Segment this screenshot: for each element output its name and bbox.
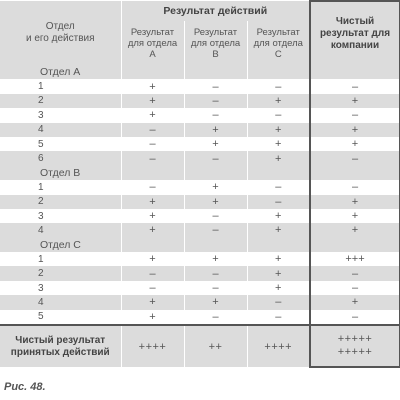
section-row — [0, 166, 400, 180]
net-actions-dept-a: ++++ — [121, 325, 184, 367]
result-dept-b: + — [184, 252, 247, 266]
table-row — [0, 252, 400, 266]
action-number: 2 — [0, 195, 121, 209]
result-dept-c: – — [247, 79, 310, 93]
table-row — [0, 151, 400, 165]
action-number: 3 — [0, 108, 121, 122]
action-number: 1 — [0, 252, 121, 266]
result-dept-c: – — [247, 195, 310, 209]
result-dept-c: – — [247, 108, 310, 122]
table-row — [0, 295, 400, 309]
section-empty-cell — [184, 238, 247, 252]
net-company-result: – — [310, 108, 400, 122]
result-dept-c: + — [247, 266, 310, 280]
table-row — [0, 223, 400, 237]
action-number: 2 — [0, 94, 121, 108]
result-dept-b: + — [184, 295, 247, 309]
table-row — [0, 310, 400, 325]
figure-caption: Рис. 48. — [4, 381, 46, 393]
net-company-result: – — [310, 180, 400, 194]
action-number: 4 — [0, 295, 121, 309]
net-company-result: – — [310, 151, 400, 165]
result-dept-a: – — [121, 151, 184, 165]
net-actions-row — [0, 325, 400, 367]
net-company-result: + — [310, 137, 400, 151]
result-dept-c: + — [247, 151, 310, 165]
net-company-result: – — [310, 79, 400, 93]
section-empty-cell — [184, 65, 247, 79]
net-company-result: +++ — [310, 252, 400, 266]
result-dept-b: – — [184, 79, 247, 93]
net-actions-company: +++++ +++++ — [310, 325, 400, 367]
section-empty-cell — [247, 166, 310, 180]
section-empty-cell — [121, 65, 184, 79]
action-number: 2 — [0, 266, 121, 280]
action-number: 1 — [0, 180, 121, 194]
result-dept-a: – — [121, 266, 184, 280]
result-dept-c: – — [247, 180, 310, 194]
result-dept-b: + — [184, 137, 247, 151]
result-dept-b: – — [184, 108, 247, 122]
net-actions-dept-c: ++++ — [247, 325, 310, 367]
result-dept-a: + — [121, 94, 184, 108]
net-company-result: + — [310, 94, 400, 108]
net-company-result: – — [310, 310, 400, 325]
table-body — [0, 65, 400, 325]
result-dept-b: + — [184, 195, 247, 209]
net-company-result: + — [310, 209, 400, 223]
result-dept-a: + — [121, 108, 184, 122]
table-row — [0, 79, 400, 93]
net-company-result: + — [310, 295, 400, 309]
table-row — [0, 180, 400, 194]
net-actions-label: Чистый результат принятых действий — [0, 325, 121, 367]
section-label: Отдел C — [0, 238, 121, 252]
result-dept-b: – — [184, 266, 247, 280]
header-result-dept-b: Результат для отдела B — [184, 21, 247, 65]
action-number: 6 — [0, 151, 121, 165]
header-result-dept-a: Результат для отдела A — [121, 21, 184, 65]
result-dept-a: – — [121, 137, 184, 151]
net-company-result: – — [310, 281, 400, 295]
result-dept-c: + — [247, 281, 310, 295]
action-number: 4 — [0, 223, 121, 237]
net-company-result: – — [310, 266, 400, 280]
result-dept-c: + — [247, 223, 310, 237]
result-dept-c: + — [247, 252, 310, 266]
net-actions-dept-b: ++ — [184, 325, 247, 367]
section-label: Отдел A — [0, 65, 121, 79]
table-row — [0, 266, 400, 280]
net-company-result: + — [310, 195, 400, 209]
result-dept-a: – — [121, 123, 184, 137]
result-dept-c: – — [247, 310, 310, 325]
action-number: 5 — [0, 310, 121, 325]
header-result-dept-c: Результат для отдела C — [247, 21, 310, 65]
result-dept-c: – — [247, 295, 310, 309]
result-dept-c: + — [247, 94, 310, 108]
action-number: 3 — [0, 209, 121, 223]
table-row — [0, 137, 400, 151]
net-company-result: + — [310, 123, 400, 137]
result-dept-b: – — [184, 310, 247, 325]
table-row — [0, 195, 400, 209]
result-dept-a: – — [121, 281, 184, 295]
result-dept-a: + — [121, 79, 184, 93]
action-number: 3 — [0, 281, 121, 295]
action-number: 4 — [0, 123, 121, 137]
result-dept-b: – — [184, 281, 247, 295]
section-row — [0, 238, 400, 252]
result-dept-c: + — [247, 137, 310, 151]
header-department-actions: Отдел и его действия — [0, 1, 121, 65]
result-dept-b: – — [184, 223, 247, 237]
result-dept-b: + — [184, 123, 247, 137]
section-empty-cell — [247, 238, 310, 252]
section-label: Отдел B — [0, 166, 121, 180]
table-row — [0, 108, 400, 122]
action-number: 1 — [0, 79, 121, 93]
section-net-empty-cell — [310, 166, 400, 180]
section-empty-cell — [184, 166, 247, 180]
result-dept-a: + — [121, 195, 184, 209]
section-empty-cell — [247, 65, 310, 79]
result-dept-b: – — [184, 94, 247, 108]
result-dept-c: + — [247, 209, 310, 223]
net-company-result: + — [310, 223, 400, 237]
table-row — [0, 281, 400, 295]
header-net-company-result: Чистый результат для компании — [310, 1, 400, 65]
result-dept-a: – — [121, 180, 184, 194]
result-dept-a: + — [121, 295, 184, 309]
result-dept-a: + — [121, 310, 184, 325]
section-net-empty-cell — [310, 238, 400, 252]
result-dept-c: + — [247, 123, 310, 137]
result-dept-b: – — [184, 151, 247, 165]
section-row — [0, 65, 400, 79]
section-net-empty-cell — [310, 65, 400, 79]
result-dept-b: – — [184, 209, 247, 223]
table-row — [0, 123, 400, 137]
table-row — [0, 94, 400, 108]
section-empty-cell — [121, 238, 184, 252]
result-dept-a: + — [121, 209, 184, 223]
result-dept-b: + — [184, 180, 247, 194]
header-action-results: Результат действий — [121, 1, 310, 21]
result-dept-a: + — [121, 252, 184, 266]
section-empty-cell — [121, 166, 184, 180]
action-number: 5 — [0, 137, 121, 151]
table-row — [0, 209, 400, 223]
result-dept-a: + — [121, 223, 184, 237]
